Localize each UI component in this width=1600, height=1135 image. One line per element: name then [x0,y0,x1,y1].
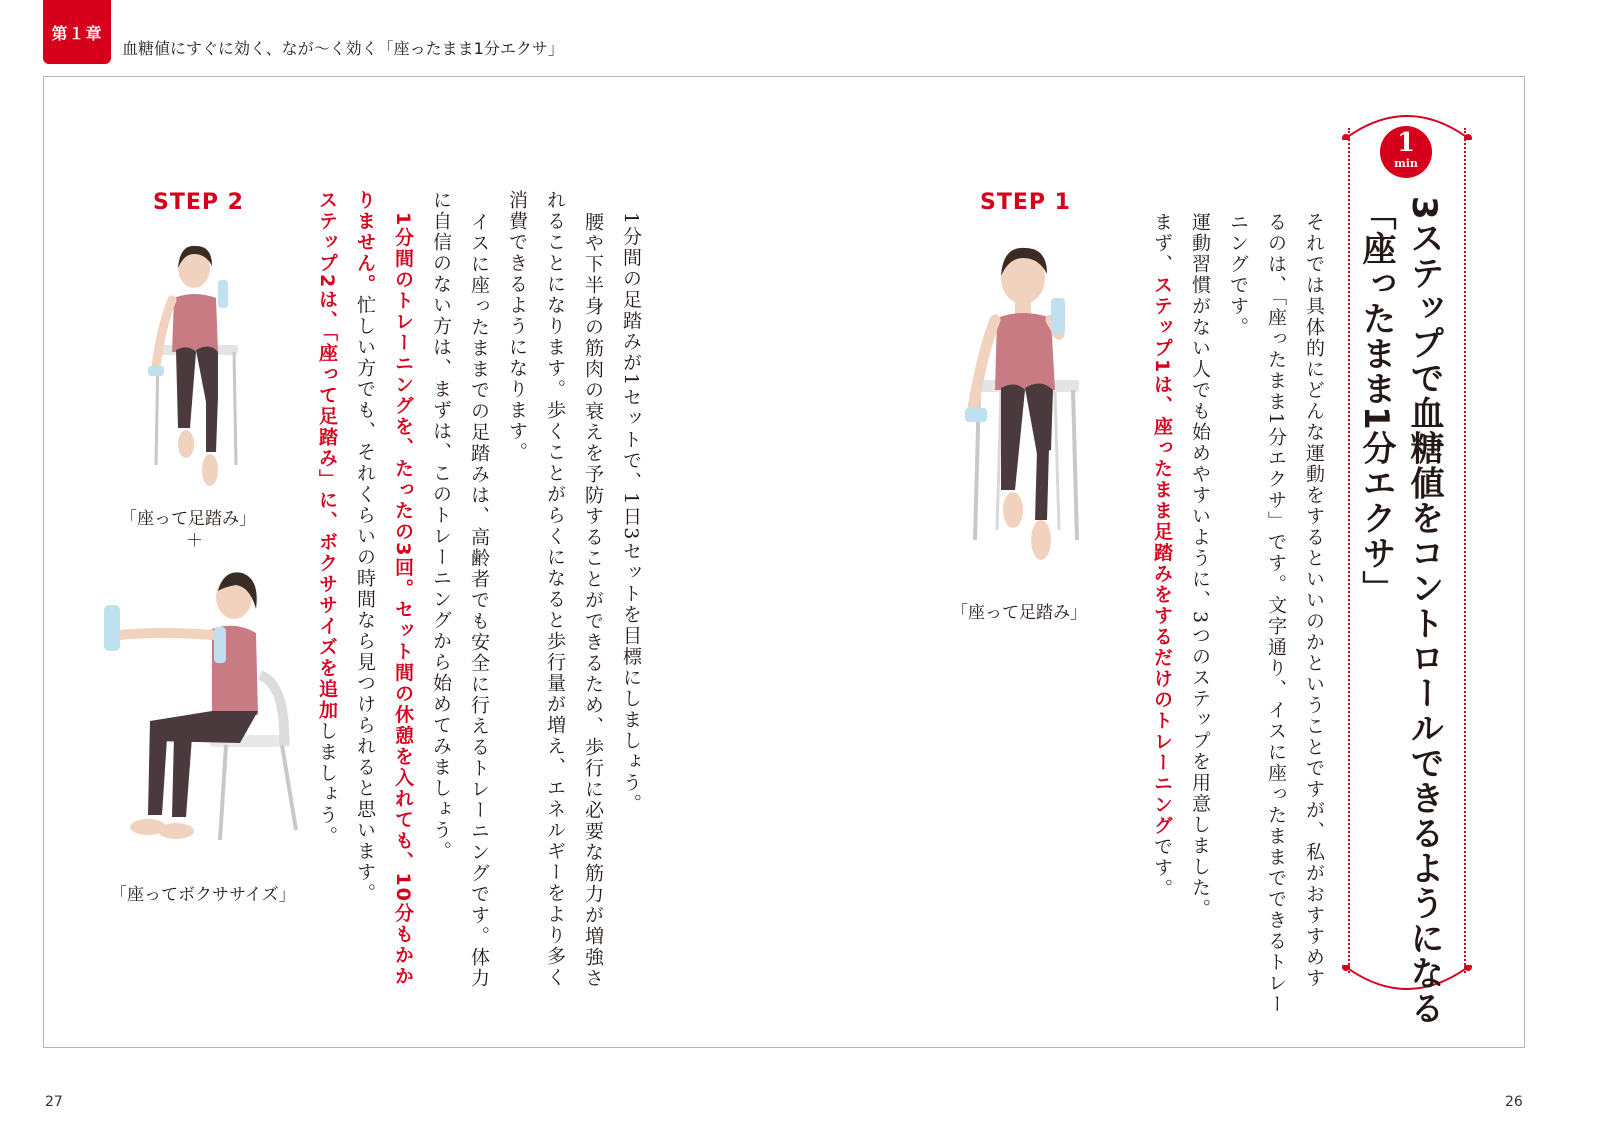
step2-photo-seated-boxing [100,565,310,855]
badge-unit: min [1394,157,1418,170]
left-body-after-red3: しましょう。 [316,720,338,847]
one-minute-badge [1380,126,1432,178]
step2-caption-boxing: 「座ってボクササイズ」 [110,885,296,905]
left-body-line-1: 1分間の足踏みが1セットで、1日3セットを目標にしましょう。 [620,212,642,815]
badge-number: 1 [1396,128,1416,158]
step2-photo-seated-march [140,240,250,490]
step1-label: STEP 1 [980,190,1071,215]
right-body-line-5 [1143,212,1181,1012]
left-body-red-line-2: りません。 [354,190,376,295]
chapter-badge: 第１章 [43,0,111,64]
right-body-line-4: 運動習慣がない人でも始めやすいように、3つのステップを用意しました。 [1189,212,1211,920]
left-body-after-red2: 忙しい方でも、それくらいの時間なら見つけられると思います。 [354,295,376,904]
step1-highlight: ステップ1は、座ったまま足踏みをするだけのトレーニング [1151,275,1173,837]
left-body-red-line-1: 1分間のトレーニングを、たったの3回。セット間の休憩を入れても、10分もかか [392,212,414,987]
left-body-line-2: 腰や下半身の筋肉の衰えを予防することができるため、歩行に必要な筋力が増強さ [582,212,604,989]
title-line-1: 3ステップで血糖値をコントロールできるようになる [1404,196,1444,1026]
right-body-suffix: です。 [1151,836,1173,900]
step2-label: STEP 2 [153,190,244,215]
left-body-line-4: 消費できるようになります。 [506,190,528,463]
left-body-line-8 [346,190,384,1010]
left-body-line-5: イスに座ったままでの足踏みは、高齢者でも安全に行えるトレーニングです。体力 [468,212,490,989]
right-body-line-2: るのは、「座ったまま1分エクサ」です。文字通り、イスに座ったままでできるトレー [1265,212,1287,1015]
running-header: 血糖値にすぐに効く、なが〜く効く「座ったまま1分エクサ」 [122,39,564,58]
step1-caption: 「座って足踏み」 [951,603,1087,623]
right-body-line-3: ニングです。 [1227,212,1249,338]
step2-highlight: ステップ2は、「座って足踏み」に、ボクササイズを追加 [316,190,338,721]
step2-plus: ＋ [186,531,203,551]
step1-photo-seated-march [955,240,1095,570]
left-body-line-9 [308,190,346,1010]
title-line-2: 「座ったまま1分エクサ」 [1356,196,1396,606]
left-body-line-3: れることになります。歩くことがらくになると歩行量が増え、エネルギーをより多く [544,190,566,988]
right-body-prefix: まず、 [1151,212,1173,275]
step2-caption-march: 「座って足踏み」 [120,509,256,529]
right-body-line-1: それでは具体的にどんな運動をするといいのかということですが、私がおすすめす [1303,212,1325,989]
page-number-right: 26 [1505,1094,1523,1110]
left-body-line-6: に自信のない方は、まずは、このトレーニングから始めてみましょう。 [430,190,452,862]
page-number-left: 27 [45,1094,63,1110]
